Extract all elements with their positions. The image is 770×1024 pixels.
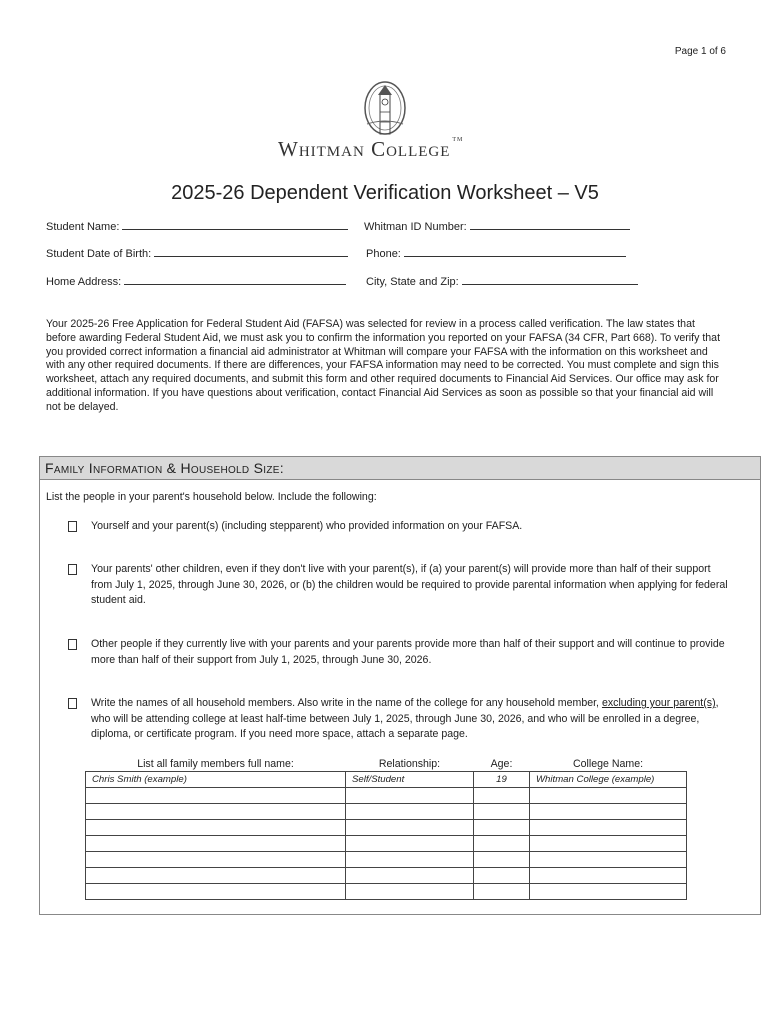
city-state-zip-field[interactable]: City, State and Zip: <box>366 275 638 288</box>
household-table <box>85 757 687 900</box>
example-name: Chris Smith (example) <box>86 772 346 788</box>
phone-field[interactable]: Phone: <box>366 247 626 260</box>
whitman-id-field[interactable]: Whitman ID Number: <box>364 220 630 233</box>
table-row[interactable] <box>86 852 687 868</box>
bullet-item: Your parents' other children, even if they don't live with your parent(s), if (a) your parent(s) will provide more than half of their support from July 1, 2025, through June 30, 2026, or (b) the children would be required to provide parental information when applying for federal student aid. <box>68 562 728 609</box>
checkbox-icon[interactable] <box>68 521 77 532</box>
example-age: 19 <box>474 772 530 788</box>
example-college: Whitman College (example) <box>530 772 687 788</box>
college-name: Whitman College ™ <box>278 137 464 161</box>
dob-field[interactable]: Student Date of Birth: <box>46 247 348 260</box>
table-row[interactable] <box>86 836 687 852</box>
table-row[interactable] <box>86 884 687 900</box>
checkbox-icon[interactable] <box>68 698 77 709</box>
home-address-field[interactable]: Home Address: <box>46 275 346 288</box>
col-header-age: Age: <box>490 758 513 770</box>
family-info-section <box>39 456 761 915</box>
page-number: Page 1 of 6 <box>674 46 726 57</box>
checkbox-icon[interactable] <box>68 639 77 650</box>
table-row[interactable] <box>86 868 687 884</box>
table-row <box>86 772 687 788</box>
section-lead: List the people in your parent's household below. Include the following: <box>46 491 377 503</box>
table-row[interactable] <box>86 820 687 836</box>
intro-paragraph: Your 2025-26 Free Application for Federal Student Aid (FAFSA) was selected for review in a process called verification. The law states that before awarding Federal Student Aid, we must ask you to confirm the information you reported on your FAFSA (34 CFR, Part 668). To verify that you provided correct information a financial aid administrator at Whitman will compare your FAFSA with the information on this worksheet and with any other required documents. If there are differences, your FAFSA information may need to be corrected. You must complete and sign this worksheet, attach any required documents, and submit this form and other required documents to Financial Aid Services. Our office may ask for additional information. If you have questions about verification, contact Financial Aid Services as soon as possible so that your financial aid will not be delayed. <box>46 318 721 413</box>
col-header-college: College Name: <box>572 758 644 770</box>
section-heading: Family Information & Household Size: <box>40 457 760 480</box>
col-header-relationship: Relationship: <box>378 758 441 770</box>
bullet-item: Yourself and your parent(s) (including stepparent) who provided information on your FAFSA. <box>68 519 728 535</box>
page-title: 2025-26 Dependent Verification Worksheet – V5 <box>171 182 599 204</box>
checkbox-icon[interactable] <box>68 564 77 575</box>
bullet-item: Write the names of all household members. Also write in the name of the college for any household member, excluding your parent(s), who will be attending college at least half-time between July 1, 2025, through June 30, 2026, and who will be enrolled in a degree, diploma, or certificate program. If you need more space, attach a separate page. <box>68 696 728 743</box>
table-row[interactable] <box>86 804 687 820</box>
col-header-name: List all family members full name: <box>137 758 294 770</box>
bullet-item: Other people if they currently live with your parents and your parents provide more than half of their support and will continue to provide more than half of their support from July 1, 2025, through June 30, 2026. <box>68 637 728 668</box>
student-name-field[interactable]: Student Name: <box>46 220 348 233</box>
example-relationship: Self/Student <box>346 772 474 788</box>
table-row[interactable] <box>86 788 687 804</box>
